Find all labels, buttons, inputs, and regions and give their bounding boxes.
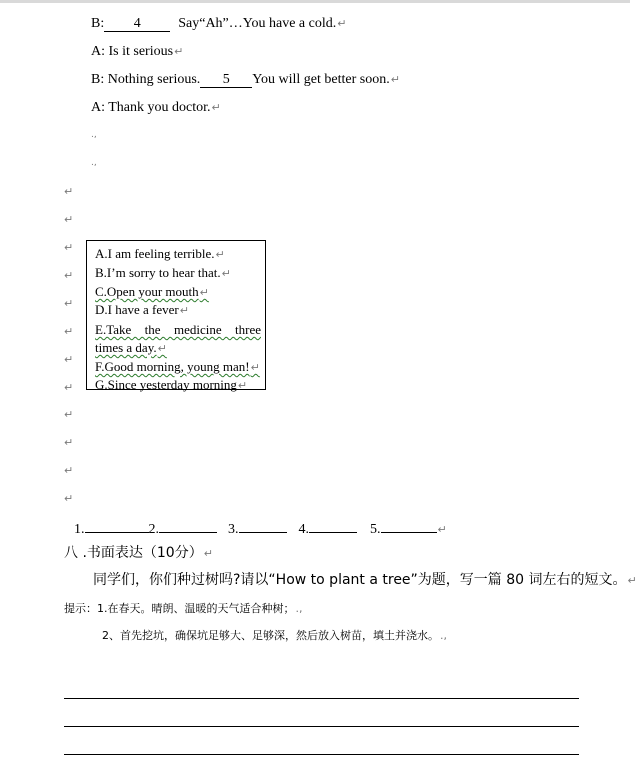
speaker-label: B:: [91, 16, 105, 31]
writing-line[interactable]: [64, 726, 579, 727]
paragraph-mark: ↵: [64, 241, 74, 254]
dialogue-line-1: [91, 15, 346, 33]
paragraph-mark: ↵: [64, 464, 74, 477]
writing-line[interactable]: [64, 698, 579, 699]
section-title: 八 .书面表达（10分）↵: [64, 545, 213, 561]
speaker-label: A:: [91, 44, 105, 59]
blank-5[interactable]: 5: [200, 72, 252, 88]
options-text-box[interactable]: [86, 240, 266, 390]
paragraph-mark: ↵: [64, 353, 74, 366]
dialogue-text: Nothing serious.: [107, 72, 201, 87]
answer-number: 5.: [370, 522, 381, 537]
dialogue-line-4: [91, 99, 221, 117]
dialogue-text: Is it serious: [108, 44, 174, 59]
paragraph-mark: ↵: [64, 436, 74, 449]
paragraph-mark: ↵: [64, 213, 74, 226]
option-c: C.Open your mouth↵: [95, 284, 209, 299]
dialogue-text-2: You will get better soon.: [252, 72, 390, 87]
answer-blank-1[interactable]: [85, 517, 149, 533]
answer-number: 3.: [228, 522, 239, 537]
option-d: D.I have a fever↵: [95, 302, 189, 317]
empty-paragraph-dot: .,: [91, 130, 97, 140]
answer-blank-2[interactable]: [159, 517, 217, 533]
writing-line[interactable]: [64, 754, 579, 755]
empty-paragraph-dot: .,: [91, 158, 97, 168]
paragraph-mark: ↵: [64, 325, 74, 338]
dialogue-line-2: [91, 43, 183, 61]
answer-blank-5[interactable]: [381, 517, 437, 533]
option-g: G.Since yesterday morning↵: [95, 377, 248, 392]
answer-blank-3[interactable]: [239, 517, 287, 533]
paragraph-mark: ↵: [211, 101, 221, 114]
paragraph-mark: ↵: [437, 523, 447, 536]
answer-number: 4.: [298, 522, 309, 537]
paragraph-mark: ↵: [174, 45, 184, 58]
paragraph-mark: ↵: [337, 17, 347, 30]
option-e: E.Take the medicine three times a day.↵: [95, 322, 261, 355]
option-a: A.I am feeling terrible.↵: [95, 246, 225, 261]
paragraph-mark: ↵: [64, 492, 74, 505]
option-f: F.Good morning, young man!↵: [95, 359, 260, 374]
answer-blank-4[interactable]: [309, 517, 357, 533]
blank-4[interactable]: 4: [104, 16, 170, 32]
top-border: [0, 0, 630, 3]
option-b: B.I’m sorry to hear that.↵: [95, 265, 231, 280]
paragraph-mark: ↵: [64, 185, 74, 198]
answer-number: 1.: [74, 522, 85, 537]
section-instruction: 同学们，你们种过树吗?请以“How to plant a tree”为题，写一篇 80 词左右的短文。↵: [93, 572, 637, 588]
paragraph-mark: ↵: [64, 297, 74, 310]
dialogue-text: Thank you doctor.: [108, 100, 211, 115]
dialogue-line-3: [91, 71, 400, 89]
speaker-label: B:: [91, 72, 105, 87]
dialogue-text: Say“Ah”…You have a cold.: [178, 16, 337, 31]
answer-row: [74, 517, 447, 539]
paragraph-mark: ↵: [390, 73, 400, 86]
answer-number: 2.: [148, 522, 159, 537]
paragraph-mark: ↵: [64, 269, 74, 282]
paragraph-mark: ↵: [64, 408, 74, 421]
hint-label: 提示：: [64, 602, 97, 615]
speaker-label: A:: [91, 100, 105, 115]
hint-line-1: 提示：1.在春天。晴朗、温暖的天气适合种树；.,: [64, 602, 303, 615]
hint-line-2: 2、首先挖坑，确保坑足够大、足够深，然后放入树苗，填土并浇水。.,: [102, 629, 447, 642]
paragraph-mark: ↵: [64, 381, 74, 394]
